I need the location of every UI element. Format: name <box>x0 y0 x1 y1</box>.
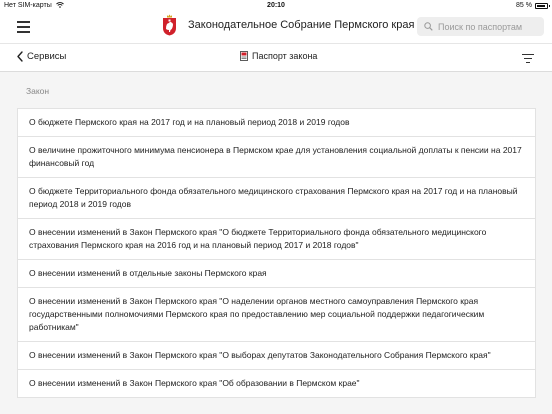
battery-fill <box>537 5 545 7</box>
battery-group <box>516 0 548 11</box>
list-item[interactable] <box>17 288 536 342</box>
navigation-bar <box>0 43 552 72</box>
list-item[interactable] <box>17 108 536 137</box>
hamburger-menu-icon[interactable] <box>17 21 30 32</box>
list-item[interactable] <box>17 370 536 398</box>
back-button-label: Сервисы <box>27 51 67 62</box>
list-item-title: О величине прожиточного минимума пенсионера в Пермском крае для установления социальной доплаты к пенсии на 2017 финансовый год <box>29 145 522 168</box>
search-box[interactable] <box>417 17 544 36</box>
status-bar <box>0 0 552 11</box>
list-item[interactable] <box>17 260 536 288</box>
search-input[interactable] <box>438 22 538 32</box>
search-icon <box>424 22 433 31</box>
app-title: Законодательное Собрание Пермского края <box>188 19 415 31</box>
list-item-title: О внесении изменений в отдельные законы Пермского края <box>29 268 267 278</box>
chevron-left-icon <box>17 51 23 62</box>
list-item-title: О бюджете Пермского края на 2017 год и на плановый период 2018 и 2019 годов <box>29 117 350 127</box>
clock: 20:10 <box>267 2 285 9</box>
back-button[interactable] <box>17 51 66 62</box>
app-header <box>0 11 552 43</box>
list-item[interactable] <box>17 342 536 370</box>
list-item-title: О внесении изменений в Закон Пермского края "О выборах депутатов Законодательного Собрания Пермского края" <box>29 350 491 360</box>
law-list <box>17 108 536 398</box>
list-item[interactable] <box>17 137 536 178</box>
list-item-title: О внесении изменений в Закон Пермского края "Об образовании в Пермском крае" <box>29 378 360 388</box>
section-label: Закон <box>26 86 50 96</box>
document-icon <box>240 51 248 61</box>
perm-krai-emblem-icon <box>162 14 177 36</box>
page-title-label: Паспорт закона <box>252 51 318 61</box>
list-item[interactable] <box>17 219 536 260</box>
carrier-label: Нет SIM-карты <box>4 2 52 9</box>
page-title <box>240 51 317 61</box>
list-item-title: О внесении изменений в Закон Пермского края "О наделении органов местного самоуправления Пермского края государственными полномочиями Пермского края по предоставлению мер социальной поддержки педагогическим работникам" <box>29 296 485 332</box>
list-item-title: О внесении изменений в Закон Пермского края "О бюджете Территориального фонда обязательного медицинского страхования Пермского края на 2016 год и на плановый период 2017 и 2018 годов" <box>29 227 487 250</box>
battery-percent: 85 % <box>516 2 532 9</box>
filter-icon[interactable] <box>522 54 534 63</box>
list-item-title: О бюджете Территориального фонда обязательного медицинского страхования Пермского края на 2017 год и на плановый период 2018 и 2019 годов <box>29 186 518 209</box>
battery-icon <box>535 3 548 9</box>
list-item[interactable] <box>17 178 536 219</box>
